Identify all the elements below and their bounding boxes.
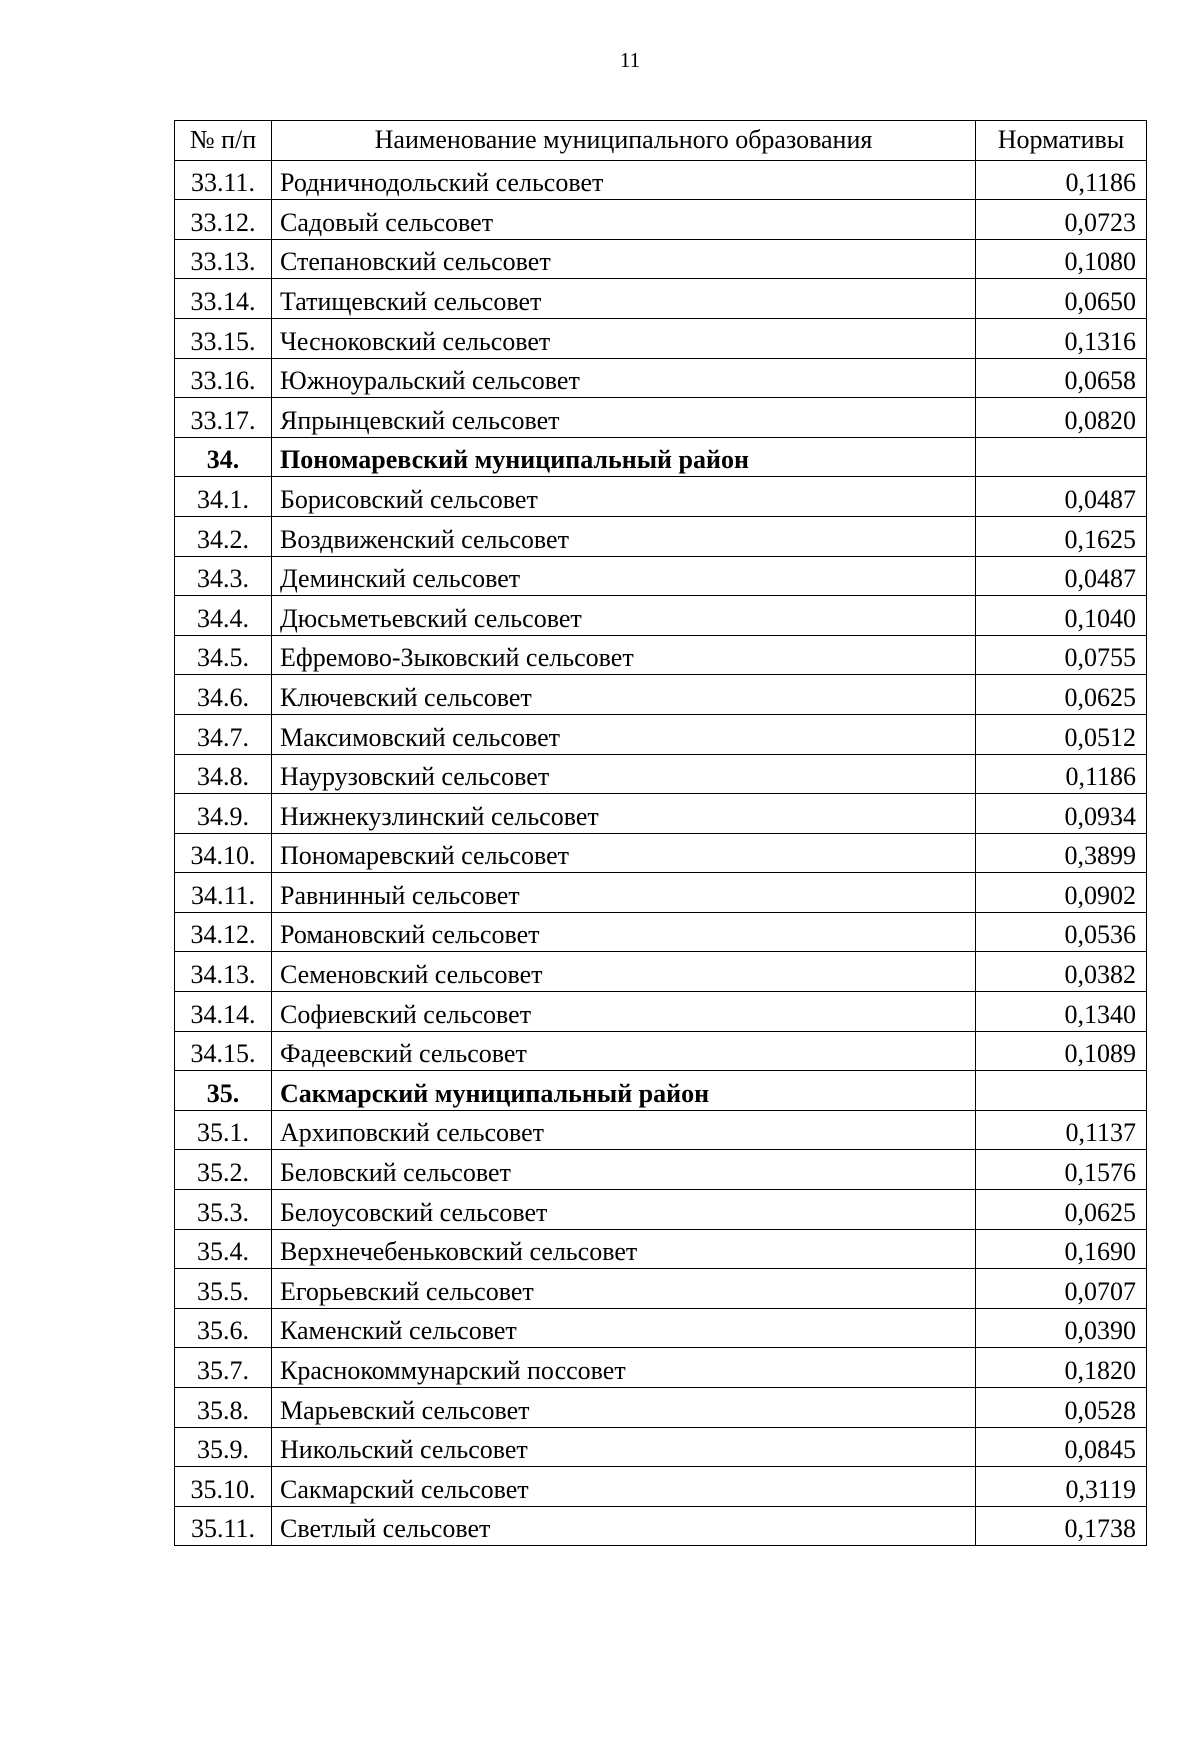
municipality-name: Верхнечебеньковский сельсовет (272, 1229, 976, 1269)
municipality-name: Светлый сельсовет (272, 1506, 976, 1546)
row-number: 35.9. (175, 1427, 272, 1467)
page-number: 11 (619, 48, 641, 72)
district-name: Сакмарский муниципальный район (272, 1071, 976, 1111)
table-row (175, 952, 1147, 992)
row-number: 33.17. (175, 398, 272, 438)
norm-value: 0,0625 (976, 1190, 1147, 1230)
table-row (175, 1110, 1147, 1150)
row-number: 35.2. (175, 1150, 272, 1190)
norm-value: 0,1690 (976, 1229, 1147, 1269)
municipality-name: Южноуральский сельсовет (272, 358, 976, 398)
norm-value: 0,1316 (976, 318, 1147, 358)
norm-value: 0,1625 (976, 516, 1147, 556)
norm-value: 0,0390 (976, 1308, 1147, 1348)
municipality-name: Семеновский сельсовет (272, 952, 976, 992)
municipality-name: Сакмарский сельсовет (272, 1467, 976, 1507)
municipality-name: Марьевский сельсовет (272, 1388, 976, 1428)
row-number: 34.7. (175, 714, 272, 754)
municipality-name: Воздвиженский сельсовет (272, 516, 976, 556)
norm-value: 0,0723 (976, 200, 1147, 240)
norm-value: 0,1820 (976, 1348, 1147, 1388)
row-number: 35.1. (175, 1110, 272, 1150)
row-number: 35.3. (175, 1190, 272, 1230)
row-number: 33.14. (175, 279, 272, 319)
row-number: 35.5. (175, 1269, 272, 1309)
row-number: 35.11. (175, 1506, 272, 1546)
row-number: 34.14. (175, 992, 272, 1032)
table-row (175, 318, 1147, 358)
table-row (175, 635, 1147, 675)
table-row (175, 754, 1147, 794)
municipality-name: Архиповский сельсовет (272, 1110, 976, 1150)
table-row (175, 398, 1147, 438)
row-number: 33.16. (175, 358, 272, 398)
norm-value: 0,0658 (976, 358, 1147, 398)
municipality-name: Татищевский сельсовет (272, 279, 976, 319)
table-row (175, 516, 1147, 556)
norm-value: 0,1738 (976, 1506, 1147, 1546)
table-row (175, 675, 1147, 715)
municipality-name: Деминский сельсовет (272, 556, 976, 596)
municipality-name: Япрынцевский сельсовет (272, 398, 976, 438)
row-number: 34.3. (175, 556, 272, 596)
row-number: 34.1. (175, 477, 272, 517)
norm-value: 0,1186 (976, 754, 1147, 794)
row-number: 34.12. (175, 912, 272, 952)
norm-value: 0,1089 (976, 1031, 1147, 1071)
header-value: Нормативы (976, 121, 1147, 161)
norm-value: 0,0625 (976, 675, 1147, 715)
municipality-name: Садовый сельсовет (272, 200, 976, 240)
row-number: 34.6. (175, 675, 272, 715)
municipality-name: Ефремово-Зыковский сельсовет (272, 635, 976, 675)
row-number: 33.13. (175, 239, 272, 279)
table-row (175, 1467, 1147, 1507)
norm-value: 0,0820 (976, 398, 1147, 438)
table-row (175, 1031, 1147, 1071)
municipality-name: Наурузовский сельсовет (272, 754, 976, 794)
norm-value: 0,3899 (976, 833, 1147, 873)
row-number: 33.12. (175, 200, 272, 240)
norm-value: 0,1186 (976, 160, 1147, 200)
district-row (175, 437, 1147, 477)
norm-value: 0,1340 (976, 992, 1147, 1032)
municipality-name: Белоусовский сельсовет (272, 1190, 976, 1230)
municipality-name: Каменский сельсовет (272, 1308, 976, 1348)
table-row (175, 1506, 1147, 1546)
row-number: 35.6. (175, 1308, 272, 1348)
table-body (175, 160, 1147, 1546)
table-row (175, 596, 1147, 636)
table-row (175, 833, 1147, 873)
municipality-name: Родничнодольский сельсовет (272, 160, 976, 200)
table-row (175, 1348, 1147, 1388)
municipality-name: Дюсьметьевский сельсовет (272, 596, 976, 636)
row-number: 34.9. (175, 794, 272, 834)
row-number: 35.10. (175, 1467, 272, 1507)
norms-table (174, 120, 1147, 1546)
header-name: Наименование муниципального образования (272, 121, 976, 161)
norm-value: 0,1080 (976, 239, 1147, 279)
row-number: 34.10. (175, 833, 272, 873)
table-row (175, 358, 1147, 398)
norm-value: 0,1040 (976, 596, 1147, 636)
row-number: 35.4. (175, 1229, 272, 1269)
table-row (175, 1388, 1147, 1428)
norm-value: 0,0934 (976, 794, 1147, 834)
norm-value: 0,0845 (976, 1427, 1147, 1467)
row-number: 33.11. (175, 160, 272, 200)
row-number: 35.8. (175, 1388, 272, 1428)
table-row (175, 200, 1147, 240)
table-row (175, 556, 1147, 596)
row-number: 34.11. (175, 873, 272, 913)
header-num: № п/п (175, 121, 272, 161)
municipality-name: Нижнекузлинский сельсовет (272, 794, 976, 834)
row-number: 34.8. (175, 754, 272, 794)
table-row (175, 992, 1147, 1032)
row-number: 35.7. (175, 1348, 272, 1388)
norm-value: 0,3119 (976, 1467, 1147, 1507)
row-number: 34.5. (175, 635, 272, 675)
municipality-name: Чесноковский сельсовет (272, 318, 976, 358)
municipality-name: Краснокоммунарский поссовет (272, 1348, 976, 1388)
municipality-name: Фадеевский сельсовет (272, 1031, 976, 1071)
norm-value: 0,1137 (976, 1110, 1147, 1150)
norm-value: 0,0902 (976, 873, 1147, 913)
district-row (175, 1071, 1147, 1111)
table-row (175, 1190, 1147, 1230)
norm-value: 0,0707 (976, 1269, 1147, 1309)
norm-value (976, 437, 1147, 477)
norm-value: 0,0382 (976, 952, 1147, 992)
norm-value: 0,0528 (976, 1388, 1147, 1428)
table-row (175, 794, 1147, 834)
municipality-name: Егорьевский сельсовет (272, 1269, 976, 1309)
norm-value: 0,0536 (976, 912, 1147, 952)
table-row (175, 1269, 1147, 1309)
municipality-name: Никольский сельсовет (272, 1427, 976, 1467)
table-row (175, 714, 1147, 754)
table-row (175, 1150, 1147, 1190)
municipality-name: Ключевский сельсовет (272, 675, 976, 715)
table-row (175, 1229, 1147, 1269)
municipality-name: Беловский сельсовет (272, 1150, 976, 1190)
municipality-name: Степановский сельсовет (272, 239, 976, 279)
table-row (175, 239, 1147, 279)
row-number: 34.4. (175, 596, 272, 636)
norm-value: 0,0487 (976, 556, 1147, 596)
norm-value: 0,0487 (976, 477, 1147, 517)
row-number: 35. (175, 1071, 272, 1111)
row-number: 34.2. (175, 516, 272, 556)
municipality-name: Равнинный сельсовет (272, 873, 976, 913)
table-row (175, 1427, 1147, 1467)
municipality-name: Романовский сельсовет (272, 912, 976, 952)
table-row (175, 873, 1147, 913)
table-row (175, 912, 1147, 952)
table-header-row (175, 121, 1147, 161)
norm-value (976, 1071, 1147, 1111)
municipality-name: Софиевский сельсовет (272, 992, 976, 1032)
row-number: 33.15. (175, 318, 272, 358)
municipality-name: Борисовский сельсовет (272, 477, 976, 517)
row-number: 34.13. (175, 952, 272, 992)
norm-value: 0,0512 (976, 714, 1147, 754)
table-row (175, 1308, 1147, 1348)
norm-value: 0,1576 (976, 1150, 1147, 1190)
table-row (175, 160, 1147, 200)
table-row (175, 477, 1147, 517)
norm-value: 0,0755 (976, 635, 1147, 675)
table-row (175, 279, 1147, 319)
municipality-name: Максимовский сельсовет (272, 714, 976, 754)
norm-value: 0,0650 (976, 279, 1147, 319)
row-number: 34.15. (175, 1031, 272, 1071)
district-name: Пономаревский муниципальный район (272, 437, 976, 477)
row-number: 34. (175, 437, 272, 477)
municipality-name: Пономаревский сельсовет (272, 833, 976, 873)
